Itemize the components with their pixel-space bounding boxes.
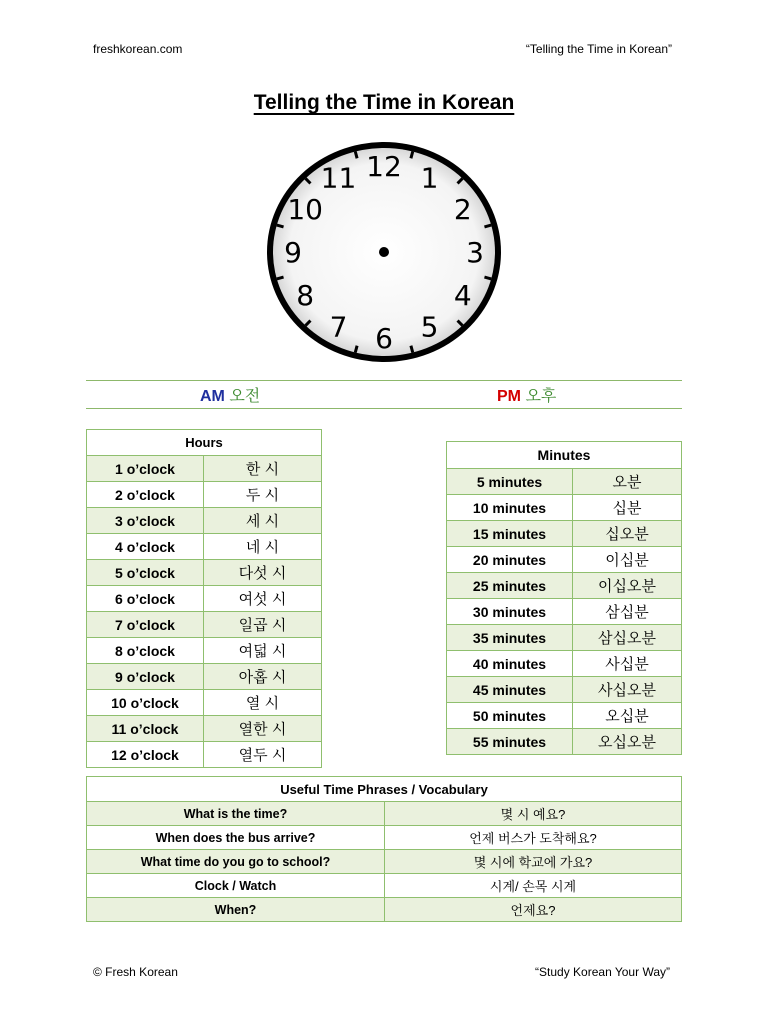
hours-en-cell: 5 o’clock: [87, 560, 204, 586]
phrases-ko-cell: 시계/ 손목 시계: [385, 874, 682, 898]
hours-ko-cell: 아홉 시: [204, 664, 322, 690]
clock-tick: [411, 346, 413, 353]
footer-copyright: © Fresh Korean: [93, 965, 178, 979]
clock-tick: [277, 225, 284, 227]
phrases-en-cell: Clock / Watch: [87, 874, 385, 898]
page-title: Telling the Time in Korean: [253, 91, 515, 114]
hours-ko-cell: 네 시: [204, 534, 322, 560]
pm-ko: 오후: [525, 388, 557, 405]
minutes-ko-cell: 오십오분: [573, 729, 682, 755]
hours-ko-cell: 열 시: [204, 690, 322, 716]
ampm-top-rule: [86, 380, 682, 381]
minutes-en-cell: 20 minutes: [447, 547, 573, 573]
clock-number: 2: [453, 193, 472, 226]
phrases-table: [86, 776, 682, 922]
header-site: freshkorean.com: [93, 42, 183, 56]
minutes-ko-cell: 이십오분: [573, 573, 682, 599]
clock-number: 8: [296, 279, 315, 312]
footer-slogan: “Study Korean Your Way”: [535, 965, 670, 979]
minutes-row: [447, 677, 682, 703]
minutes-en-cell: 10 minutes: [447, 495, 573, 521]
hours-en-cell: 6 o’clock: [87, 586, 204, 612]
hours-en-cell: 3 o’clock: [87, 508, 204, 534]
hours-ko-cell: 세 시: [204, 508, 322, 534]
hours-ko-cell: 일곱 시: [204, 612, 322, 638]
hours-ko-cell: 열두 시: [204, 742, 322, 768]
clock-face-icon: [264, 140, 504, 366]
minutes-row: [447, 651, 682, 677]
phrases-ko-cell: 언제 버스가 도착해요?: [385, 826, 682, 850]
minutes-en-cell: 15 minutes: [447, 521, 573, 547]
hours-row: [87, 716, 322, 742]
minutes-en-cell: 5 minutes: [447, 469, 573, 495]
minutes-en-cell: 25 minutes: [447, 573, 573, 599]
am-ko: 오전: [229, 388, 261, 405]
hours-ko-cell: 두 시: [204, 482, 322, 508]
hours-row: [87, 482, 322, 508]
minutes-row: [447, 599, 682, 625]
ampm-bottom-rule: [86, 408, 682, 409]
minutes-en-cell: 30 minutes: [447, 599, 573, 625]
minutes-en-cell: 45 minutes: [447, 677, 573, 703]
hours-en-cell: 4 o’clock: [87, 534, 204, 560]
hours-row: [87, 690, 322, 716]
hours-ko-cell: 열한 시: [204, 716, 322, 742]
phrases-ko-cell: 언제요?: [385, 898, 682, 922]
minutes-row: [447, 625, 682, 651]
am-en: AM: [200, 388, 225, 405]
hours-table: [86, 429, 322, 768]
phrases-row: [87, 874, 682, 898]
minutes-row: [447, 703, 682, 729]
phrases-ko-cell: 몇 시 예요?: [385, 802, 682, 826]
phrases-row: [87, 898, 682, 922]
hours-row: [87, 534, 322, 560]
clock-number: 11: [320, 161, 357, 195]
clock-tick: [355, 346, 357, 353]
clock-number: 5: [420, 310, 439, 344]
hours-row: [87, 560, 322, 586]
clock-number: 6: [375, 322, 393, 355]
am-label: [200, 383, 260, 406]
phrases-en-cell: What time do you go to school?: [87, 850, 385, 874]
phrases-header: Useful Time Phrases / Vocabulary: [87, 777, 682, 802]
hours-ko-cell: 여섯 시: [204, 586, 322, 612]
hours-row: [87, 742, 322, 768]
minutes-ko-cell: 오십분: [573, 703, 682, 729]
hours-en-cell: 8 o’clock: [87, 638, 204, 664]
clock-tick: [484, 277, 491, 279]
hours-en-cell: 1 o’clock: [87, 456, 204, 482]
minutes-ko-cell: 오분: [573, 469, 682, 495]
hours-row: [87, 638, 322, 664]
page-title-wrap: [0, 91, 768, 115]
clock-number: 10: [287, 193, 324, 226]
hours-header: Hours: [87, 430, 322, 456]
minutes-en-cell: 40 minutes: [447, 651, 573, 677]
minutes-row: [447, 573, 682, 599]
minutes-row: [447, 729, 682, 755]
hours-en-cell: 12 o’clock: [87, 742, 204, 768]
hours-en-cell: 2 o’clock: [87, 482, 204, 508]
pm-label: [497, 383, 556, 406]
minutes-header: Minutes: [447, 442, 682, 469]
clock-number: 4: [453, 279, 472, 312]
hours-ko-cell: 여덟 시: [204, 638, 322, 664]
minutes-table: [446, 441, 682, 755]
minutes-ko-cell: 사십분: [573, 651, 682, 677]
clock-number: 7: [329, 310, 348, 344]
minutes-row: [447, 547, 682, 573]
clock-number: 3: [466, 236, 484, 269]
hours-en-cell: 7 o’clock: [87, 612, 204, 638]
hours-ko-cell: 한 시: [204, 456, 322, 482]
minutes-ko-cell: 삼십오분: [573, 625, 682, 651]
minutes-en-cell: 55 minutes: [447, 729, 573, 755]
hours-row: [87, 612, 322, 638]
phrases-ko-cell: 몇 시에 학교에 가요?: [385, 850, 682, 874]
minutes-row: [447, 469, 682, 495]
phrases-row: [87, 850, 682, 874]
pm-en: PM: [497, 388, 521, 405]
hours-row: [87, 508, 322, 534]
minutes-ko-cell: 삼십분: [573, 599, 682, 625]
minutes-row: [447, 521, 682, 547]
clock-tick: [355, 152, 357, 159]
clock-tick: [411, 152, 413, 159]
minutes-en-cell: 35 minutes: [447, 625, 573, 651]
minutes-ko-cell: 십오분: [573, 521, 682, 547]
phrases-row: [87, 802, 682, 826]
hours-en-cell: 9 o’clock: [87, 664, 204, 690]
hours-row: [87, 456, 322, 482]
clock-number: 12: [366, 150, 402, 183]
minutes-row: [447, 495, 682, 521]
clock-tick: [484, 225, 491, 227]
hours-en-cell: 10 o’clock: [87, 690, 204, 716]
minutes-ko-cell: 십분: [573, 495, 682, 521]
clock-number: 9: [284, 236, 302, 269]
minutes-en-cell: 50 minutes: [447, 703, 573, 729]
phrases-en-cell: When does the bus arrive?: [87, 826, 385, 850]
minutes-ko-cell: 사십오분: [573, 677, 682, 703]
clock-tick: [277, 277, 284, 279]
clock-number: 1: [420, 161, 439, 195]
phrases-row: [87, 826, 682, 850]
minutes-ko-cell: 이십분: [573, 547, 682, 573]
hours-en-cell: 11 o’clock: [87, 716, 204, 742]
hours-row: [87, 586, 322, 612]
phrases-en-cell: When?: [87, 898, 385, 922]
header-doc-title: “Telling the Time in Korean”: [525, 42, 672, 56]
hours-ko-cell: 다섯 시: [204, 560, 322, 586]
hours-row: [87, 664, 322, 690]
phrases-en-cell: What is the time?: [87, 802, 385, 826]
